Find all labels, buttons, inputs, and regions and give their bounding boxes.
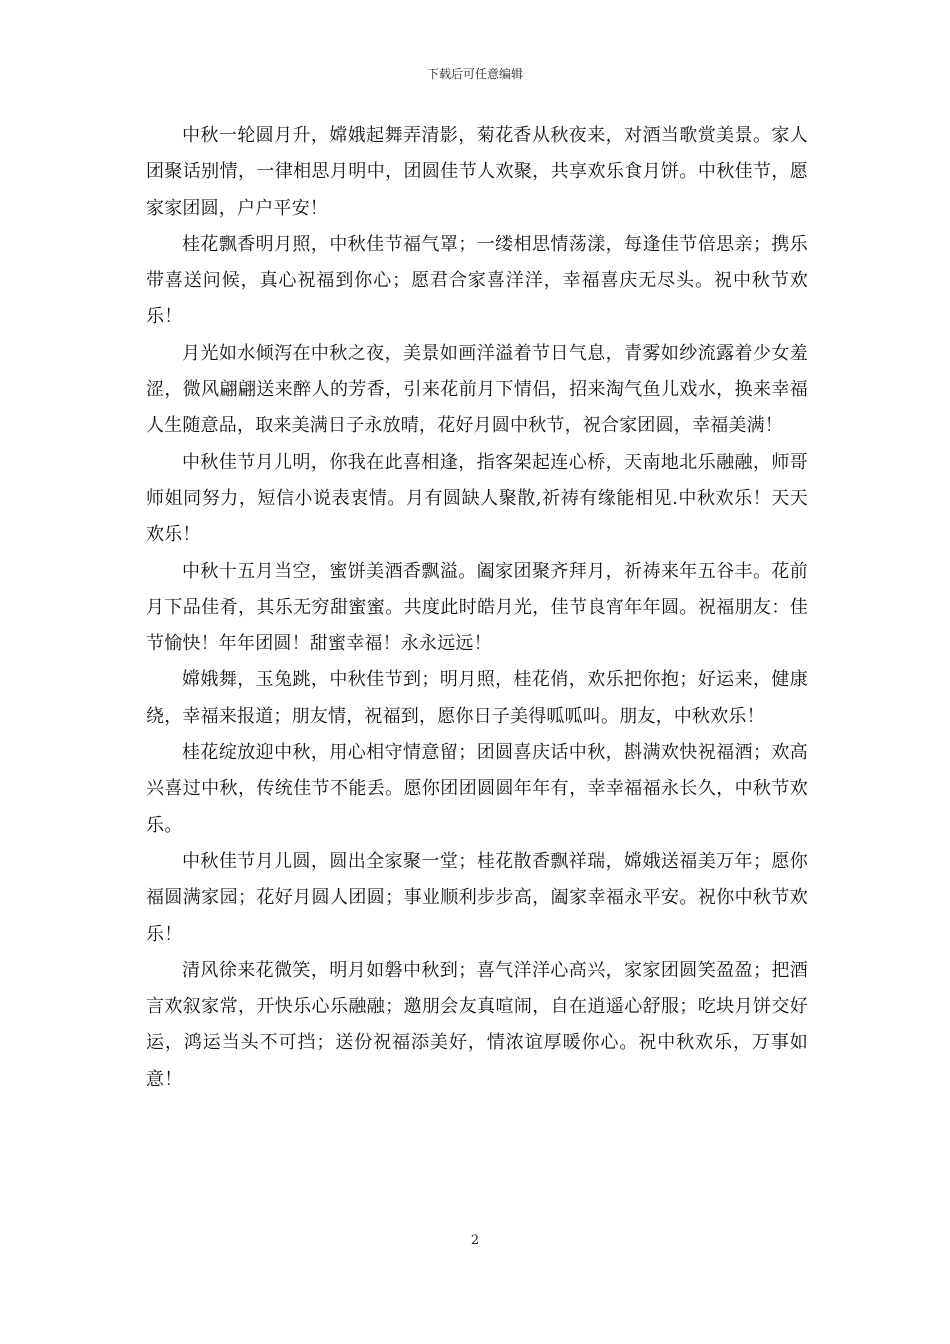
document-body (146, 118, 808, 1098)
paragraph: 清风徐来花微笑，明月如磐中秋到；喜气洋洋心高兴，家家团圆笑盈盈；把酒言欢叙家常，开快乐心乐融融；邀朋会友真喧闹，自在逍遥心舒服；吃块月饼交好运，鸿运当头不可挡；送份祝福添美好，情浓谊厚暖你心。祝中秋欢乐，万事如意！ (146, 959, 808, 1090)
paragraph: 中秋十五月当空，蜜饼美酒香飘溢。阖家团聚齐拜月，祈祷来年五谷丰。花前月下品佳肴，其乐无穷甜蜜蜜。共度此时皓月光，佳节良宵年年圆。祝福朋友：佳节愉快！年年团圆！甜蜜幸福！永永远远！ (146, 560, 808, 655)
page-number: 2 (470, 1233, 480, 1248)
paragraph: 月光如水倾泻在中秋之夜，美景如画洋溢着节日气息，青雾如纱流露着少女羞涩，微风翩翩送来醉人的芳香，引来花前月下情侣，招来淘气鱼儿戏水，换来幸福人生随意品，取来美满日子永放晴，花好月圆中秋节，祝合家团圆，幸福美满！ (146, 342, 808, 437)
paragraph: 桂花飘香明月照，中秋佳节福气罩；一缕相思情荡漾，每逢佳节倍思亲；携乐带喜送问候，真心祝福到你心；愿君合家喜洋洋，幸福喜庆无尽头。祝中秋节欢乐！ (146, 233, 808, 328)
page-header: 下载后可任意编辑 (426, 67, 523, 81)
paragraph: 嫦娥舞，玉兔跳，中秋佳节到；明月照，桂花俏，欢乐把你抱；好运来，健康绕，幸福来报道；朋友情，祝福到，愿你日子美得呱呱叫。朋友，中秋欢乐！ (146, 669, 808, 727)
paragraph: 中秋一轮圆月升，嫦娥起舞弄清影，菊花香从秋夜来，对酒当歌赏美景。家人团聚话别情，一律相思月明中，团圆佳节人欢聚，共享欢乐食月饼。中秋佳节，愿家家团圆，户户平安！ (146, 125, 808, 219)
paragraph: 中秋佳节月儿明，你我在此喜相逢，指客架起连心桥，天南地北乐融融，师哥师姐同努力，短信小说表衷情。月有圆缺人聚散,祈祷有缘能相见.中秋欢乐！天天欢乐！ (146, 451, 808, 546)
paragraph: 中秋佳节月儿圆，圆出全家聚一堂；桂花散香飘祥瑞，嫦娥送福美万年；愿你福圆满家园；花好月圆人团圆；事业顺利步步高，阖家幸福永平安。祝你中秋节欢乐！ (146, 850, 808, 945)
paragraph: 桂花绽放迎中秋，用心相守情意留；团圆喜庆话中秋，斟满欢快祝福酒；欢高兴喜过中秋，传统佳节不能丢。愿你团团圆圆年年有，幸幸福福永长久，中秋节欢乐。 (146, 742, 808, 836)
